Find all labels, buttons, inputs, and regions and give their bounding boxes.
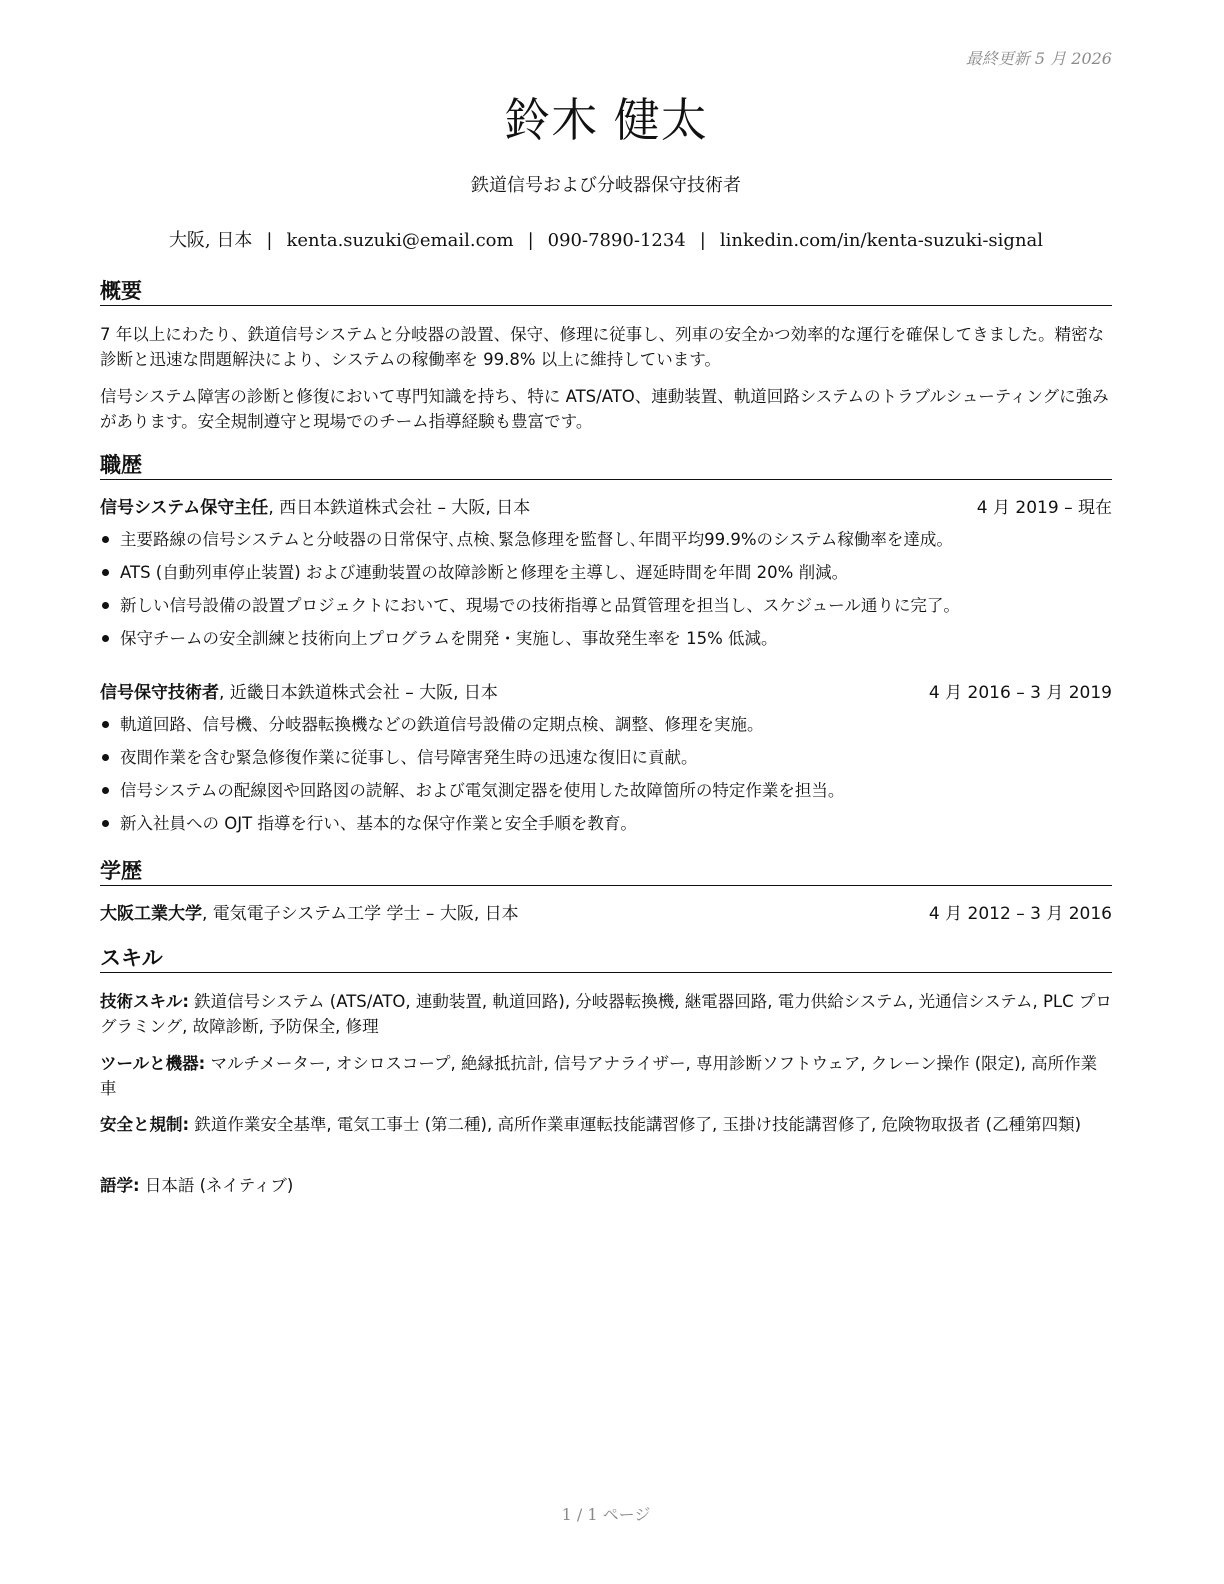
job-company: , 近畿日本鉄道株式会社 – 大阪, 日本 [219,683,498,703]
bullet-icon [102,635,109,642]
job-header [100,496,1112,520]
bullet-icon [102,787,109,794]
candidate-name: 鈴木 健太 [504,93,708,147]
contact-location: 大阪, 日本 [168,230,253,251]
job-role: 信号システム保守主任 [100,498,269,518]
separator: | [699,230,706,251]
skill-row: 技術スキル: 鉄道信号システム (ATS/ATO, 連動装置, 軌道回路), 分岐器転換機, 継電器回路, 電力供給システム, 光通信システム, PLC プログラミング, 故障診断, 予防保全, 修理 [100,992,1112,1036]
bullet-icon [102,569,109,576]
skill-row: 語学: 日本語 (ネイティブ) [100,1176,294,1195]
list-item: 新しい信号設備の設置プロジェクトにおいて、現場での技術指導と品質管理を担当し、スケジュール通りに完了。 [100,589,1112,622]
bullet-icon [102,754,109,761]
education-dates: 4 月 2012 – 3 月 2016 [928,904,1112,924]
job-role: 信号保守技術者 [100,683,219,703]
bullet-icon [102,721,109,728]
skill-row: 安全と規制: 鉄道作業安全基準, 電気工事士 (第二種), 高所作業車運転技能講習修了, 玉掛け技能講習修了, 危険物取扱者 (乙種第四類) [100,1115,1082,1134]
summary-paragraph: 7 年以上にわたり、鉄道信号システムと分岐器の設置、保守、修理に従事し、列車の安全かつ効率的な運行を確保してきました。精密な診断と迅速な問題解決により、システムの稼働率を 99.8% 以上に維持しています。 [100,325,1105,369]
job-dates: 4 月 2019 – 現在 [976,498,1112,518]
job-company: , 西日本鉄道株式会社 – 大阪, 日本 [268,498,531,518]
list-item: 軌道回路、信号機、分岐器転換機などの鉄道信号設備の定期点検、調整、修理を実施。 [100,708,1112,741]
resume-page [100,0,1112,1584]
school-name: 大阪工業大学 [100,904,202,924]
degree-detail: , 電気電子システム工学 学士 – 大阪, 日本 [202,904,519,924]
education-entry [100,902,1112,926]
skill-row: ツールと機器: マルチメーター, オシロスコープ, 絶縁抵抗計, 信号アナライザー, 専用診断ソフトウェア, クレーン操作 (限定), 高所作業車 [100,1054,1098,1098]
job-bullets [100,708,1112,840]
list-item: 主要路線の信号システムと分岐器の日常保守､点検､緊急修理を監督し､年間平均99.9%のシステム稼働率を達成｡ [100,523,1112,556]
page-indicator: 1 / 1 ページ [561,1505,651,1524]
last-updated: 最終更新 5 月 2026 [965,49,1112,68]
headline: 鉄道信号および分岐器保守技術者 [471,175,741,196]
bullet-icon [102,536,109,543]
job-bullets [100,523,1112,655]
section-title-experience: 職歴 [100,452,1112,480]
section-title-summary: 概要 [100,278,1112,306]
job-dates: 4 月 2016 – 3 月 2019 [928,683,1112,703]
separator: | [527,230,534,251]
list-item: ATS (自動列車停止装置) および連動装置の故障診断と修理を主導し、遅延時間を年間 20% 削減。 [100,556,1112,589]
contact-linkedin[interactable]: linkedin.com/in/kenta-suzuki-signal [719,230,1044,251]
list-item: 夜間作業を含む緊急修復作業に従事し、信号障害発生時の迅速な復旧に貢献。 [100,741,1112,774]
separator: | [266,230,273,251]
contact-phone[interactable]: 090-7890-1234 [547,230,686,251]
section-title-education: 学歴 [100,858,1112,886]
summary-paragraph: 信号システム障害の診断と修復において専門知識を持ち、特に ATS/ATO、連動装置、軌道回路システムのトラブルシューティングに強みがあります。安全規制遵守と現場でのチーム指導経験も豊富です。 [100,387,1109,431]
list-item: 信号システムの配線図や回路図の読解、および電気測定器を使用した故障箇所の特定作業を担当。 [100,774,1112,807]
bullet-icon [102,820,109,827]
contact-email[interactable]: kenta.suzuki@email.com [286,230,514,251]
list-item: 新入社員への OJT 指導を行い、基本的な保守作業と安全手順を教育。 [100,807,1112,840]
job-header [100,681,1112,705]
contact-line [100,226,1112,252]
bullet-icon [102,602,109,609]
list-item: 保守チームの安全訓練と技術向上プログラムを開発・実施し、事故発生率を 15% 低減。 [100,622,1112,655]
section-title-skills: スキル [100,945,1112,973]
